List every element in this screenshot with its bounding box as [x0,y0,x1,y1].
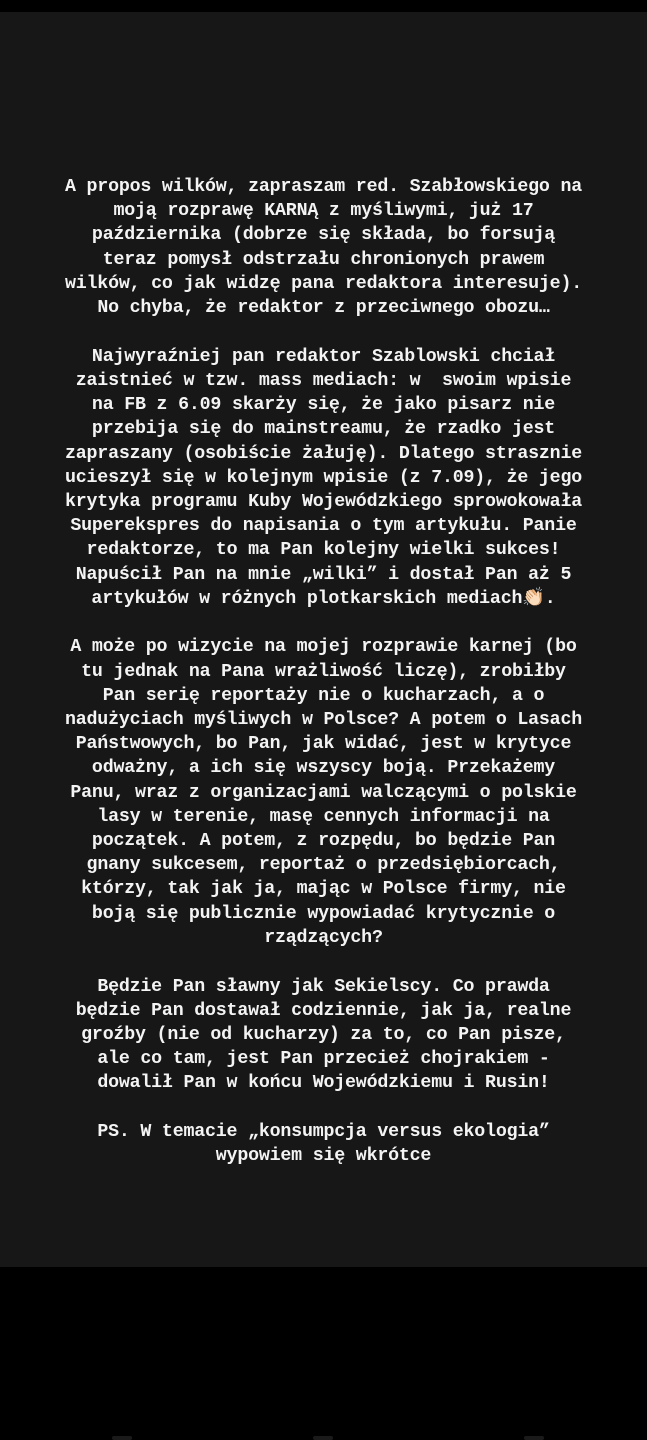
nav-back-icon[interactable] [524,1436,544,1440]
text-line: rządzących? [264,927,383,948]
story-panel[interactable] [0,12,647,1267]
text-line: Będzie Pan sławny jak Sekielscy. Co prawda [97,976,550,997]
text-line: ale co tam, jest Pan przecież chojrakiem - [97,1049,550,1070]
text-line: A propos wilków, zapraszam red. Szabłowskiego na [65,177,582,197]
nav-recents-icon[interactable] [112,1436,132,1440]
text-line: wilków, co jak widzę pana redaktora interesuje). [65,273,582,294]
text-line: którzy, tak jak ja, mając w Polsce firmy, nie [81,879,566,900]
text-line: października (dobrze się składa, bo forsują [91,225,556,246]
text-line: No chyba, że redaktor z przeciwnego obozu… [97,298,550,319]
story-text [0,175,647,1193]
text-line: artykułów w różnych plotkarskich mediach👏🏻. [91,588,556,609]
text-line: ucieszył się w kolejnym wpisie (z 7.09), że jego [65,467,582,488]
text-line: Pan serię reportaży nie o kucharzach, a o [102,685,545,706]
paragraph-ps [0,1120,647,1168]
text-line: gnany sukcesem, reportaż o przedsiębiorcach, [86,855,561,876]
text-line: boją się publicznie wypowiadać krytycznie o [91,903,556,924]
text-line: groźby (nie od kucharzy) za to, co Pan pisze, [81,1025,566,1045]
text-line: PS. W temacie „konsumpcja versus ekologia” [97,1122,550,1143]
text-line: krytyka programu Kuby Wojewódzkiego sprowokowała [65,491,582,512]
bottom-area [0,1267,647,1440]
text-line: przebija się do mainstreamu, że rzadko jest [91,419,556,440]
paragraph-1 [0,175,647,320]
text-line: wypowiem się wkrótce [215,1146,432,1167]
text-line: teraz pomysł odstrzału chronionych prawem [102,249,545,270]
text-line: Najwyraźniej pan redaktor Szablowski chciał [91,346,556,367]
nav-home-icon[interactable] [313,1436,333,1440]
paragraph-3 [0,635,647,950]
text-line: redaktorze, to ma Pan kolejny wielki sukces! [86,540,561,561]
text-line: zaistnieć w tzw. mass mediach: w swoim wpisie [75,370,572,391]
text-line: Napuścił Pan na mnie „wilki” i dostał Pan aż 5 [75,564,572,585]
text-line: Panu, wraz z organizacjami walczącymi o polskie [70,782,577,803]
status-bar [0,0,647,12]
text-line: Państwowych, bo Pan, jak widać, jest w krytyce [75,734,572,755]
text-line: lasy w terenie, masę cennych informacji na [97,806,550,827]
text-line: będzie Pan dostawał codziennie, jak ja, realne [75,1000,572,1021]
text-line: nadużyciach myśliwych w Polsce? A potem o Lasach [65,710,582,731]
paragraph-2 [0,345,647,611]
text-line: zapraszany (osobiście żałuję). Dlatego strasznie [65,443,582,464]
text-line: odważny, a ich się wszyscy boją. Przekażemy [91,758,556,779]
text-line: początek. A potem, z rozpędu, bo będzie Pan [91,831,556,852]
text-line: na FB z 6.09 skarży się, że jako pisarz nie [91,395,556,416]
text-line: tu jednak na Pana wrażliwość liczę), zrobiłby [81,661,566,682]
text-line: dowalił Pan w końcu Wojewódzkiemu i Rusin! [97,1073,550,1094]
text-line: moją rozprawę KARNĄ z myśliwymi, już 17 [113,201,534,222]
text-line: Superekspres do napisania o tym artykułu. Panie [70,516,577,537]
paragraph-4 [0,975,647,1096]
text-line: A może po wizycie na mojej rozprawie karnej (bo [70,637,577,658]
